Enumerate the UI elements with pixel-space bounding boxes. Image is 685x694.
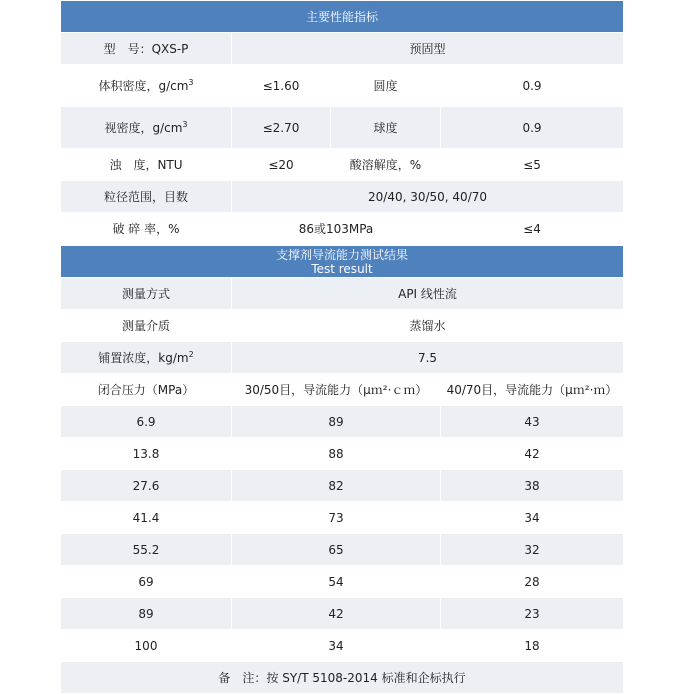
- conductivity-3050-cell: 82: [232, 470, 441, 502]
- conductivity-4070-cell: 38: [441, 470, 624, 502]
- conductivity-3050-cell: 88: [232, 438, 441, 470]
- apparent-density-value: ≤2.70: [232, 107, 331, 149]
- method-value: API 线性流: [232, 278, 624, 310]
- pressure-cell: 6.9: [61, 406, 232, 438]
- table-row: [61, 630, 624, 662]
- pressure-cell: 13.8: [61, 438, 232, 470]
- sphericity-label: 球度: [331, 107, 441, 149]
- conductivity-4070-cell: 32: [441, 534, 624, 566]
- pressure-cell: 100: [61, 630, 232, 662]
- bulk-density-value: ≤1.60: [232, 65, 331, 107]
- conductivity-4070-cell: 28: [441, 566, 624, 598]
- concentration-label: 铺置浓度，$kg/m^2$: [61, 342, 232, 374]
- crush-rate-value: ≤4: [441, 213, 624, 245]
- conductivity-3050-cell: 54: [232, 566, 441, 598]
- pressure-cell: 27.6: [61, 470, 232, 502]
- conductivity-4070-cell: 18: [441, 630, 624, 662]
- section1-title: 主要性能指标: [61, 1, 624, 33]
- conductivity-3050-cell: 42: [232, 598, 441, 630]
- conductivity-3050-cell: 89: [232, 406, 441, 438]
- col-header-3050: 30/50目，导流能力（μｍ²·ｃｍ）: [232, 374, 441, 406]
- table-row: [61, 438, 624, 470]
- col-header-4070: 40/70目，导流能力（μｍ²·ｍ）: [441, 374, 624, 406]
- crush-rate-label: 破 碎 率，%: [61, 213, 232, 245]
- acid-solubility-value: ≤5: [441, 149, 624, 181]
- col-header-pressure: 闭合压力（MPa）: [61, 374, 232, 406]
- conductivity-4070-cell: 34: [441, 502, 624, 534]
- table-row: [61, 566, 624, 598]
- medium-value: 蒸馏水: [232, 310, 624, 342]
- section2-title: [61, 246, 624, 278]
- table-row: [61, 470, 624, 502]
- conductivity-4070-cell: 23: [441, 598, 624, 630]
- conductivity-table: [60, 245, 624, 694]
- method-label: 测量方式: [61, 278, 232, 310]
- pressure-cell: 69: [61, 566, 232, 598]
- table-row: [61, 406, 624, 438]
- roundness-label: 圆度: [331, 65, 441, 107]
- model-label: 型 号：QXS-P: [61, 33, 232, 65]
- turbidity-label: 浊 度，NTU: [61, 149, 232, 181]
- pressure-cell: 55.2: [61, 534, 232, 566]
- result-rows: [61, 406, 624, 662]
- turbidity-value: ≤20: [232, 149, 331, 181]
- table-row: [61, 502, 624, 534]
- pressure-cell: 41.4: [61, 502, 232, 534]
- conductivity-4070-cell: 42: [441, 438, 624, 470]
- conductivity-4070-cell: 43: [441, 406, 624, 438]
- apparent-density-label: 视密度，$g/cm^3$: [61, 107, 232, 149]
- spec-sheet: [60, 0, 623, 694]
- size-range-label: 粒径范围，目数: [61, 181, 232, 213]
- medium-label: 测量介质: [61, 310, 232, 342]
- section2-subtitle: Test result: [311, 261, 373, 276]
- conductivity-3050-cell: 65: [232, 534, 441, 566]
- table-row: [61, 598, 624, 630]
- crush-rate-condition: 86或103MPa: [232, 213, 441, 245]
- acid-solubility-label: 酸溶解度，%: [331, 149, 441, 181]
- sphericity-value: 0.9: [441, 107, 624, 149]
- note: 备 注：按 SY/T 5108-2014 标准和企标执行: [61, 662, 624, 694]
- size-range-value: 20/40, 30/50, 40/70: [232, 181, 624, 213]
- bulk-density-label: 体积密度，$g/cm^3$: [61, 65, 232, 107]
- conductivity-3050-cell: 34: [232, 630, 441, 662]
- table-row: [61, 534, 624, 566]
- model-value: 预固型: [232, 33, 624, 65]
- performance-table: [60, 0, 624, 245]
- roundness-value: 0.9: [441, 65, 624, 107]
- conductivity-3050-cell: 73: [232, 502, 441, 534]
- concentration-value: 7.5: [232, 342, 624, 374]
- pressure-cell: 89: [61, 598, 232, 630]
- section2-title-text: 支撑剂导流能力测试结果: [276, 247, 409, 262]
